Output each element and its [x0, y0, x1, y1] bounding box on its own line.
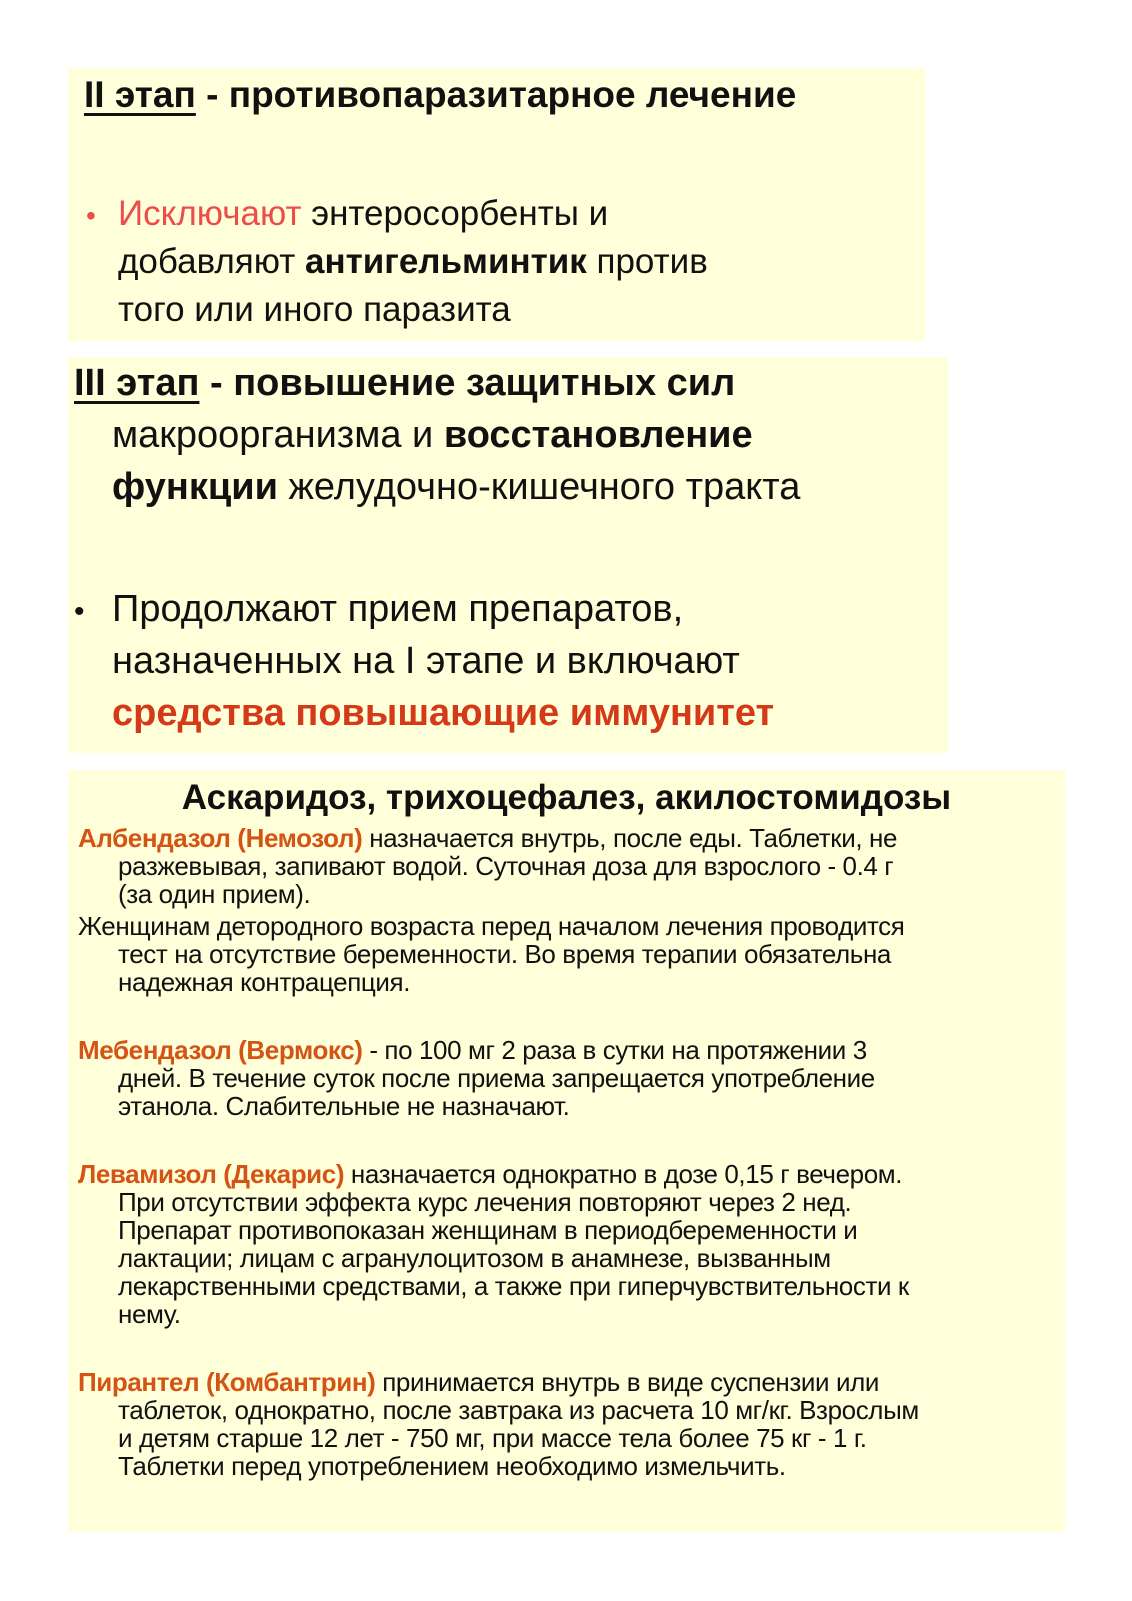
stage2-label: II этап: [84, 74, 196, 115]
stage2-title: - противопаразитарное лечение: [195, 74, 797, 115]
mebendazole-paragraph: [78, 1036, 1053, 1120]
drugs-panel: [68, 770, 1065, 1532]
stage3-bullet-line2: назначенных на I этапе и включают: [112, 640, 740, 682]
levamisole-name: Левамизол (Декарис): [78, 1159, 345, 1189]
levamisole-line3: Препарат противопоказан женщинам в периодбеременности и: [118, 1215, 858, 1245]
levamisole-line2: При отсутствии эффекта курс лечения повторяют через 2 нед.: [118, 1187, 852, 1217]
stage2-anthelmintic: антигельминтик: [305, 242, 587, 281]
albendazole-line3: (за один прием).: [118, 879, 311, 909]
pyrantel-line1: принимается внутрь в виде суспензии или: [375, 1367, 879, 1397]
pyrantel-line2: таблеток, однократно, после завтрака из расчета 10 мг/кг. Взрослым: [118, 1395, 919, 1425]
women-note-line1: Женщинам детородного возраста перед началом лечения проводится: [78, 911, 905, 941]
stage2-bullet-line2-pre: добавляют: [118, 242, 305, 281]
levamisole-line5: лекарственными средствами, а также при гиперчувствительности к: [118, 1271, 909, 1301]
mebendazole-line1: - по 100 мг 2 раза в сутки на протяжении 3: [362, 1035, 867, 1065]
pyrantel-paragraph: [78, 1368, 1053, 1480]
drugs-section-title: Аскаридоз, трихоцефалез, акилостомидозы: [181, 778, 952, 817]
pyrantel-line3: и детям старше 12 лет - 750 мг, при массе тела более 75 кг - 1 г.: [118, 1423, 867, 1453]
stage3-bullet-text: [112, 583, 774, 739]
stage3-label: III этап: [74, 362, 200, 404]
women-note-line2: тест на отсутствие беременности. Во время терапии обязательна: [118, 939, 891, 969]
albendazole-paragraph: [78, 824, 1053, 908]
stage2-bullet-text: [118, 190, 708, 334]
levamisole-paragraph: [78, 1160, 1053, 1328]
women-note-paragraph: [78, 912, 1053, 996]
stage3-line2-pre: макроорганизма и: [112, 414, 444, 456]
stage2-panel: [68, 68, 925, 341]
stage2-exclude-word: Исключают: [118, 194, 302, 233]
levamisole-line6: нему.: [118, 1299, 181, 1329]
stage2-bullet-line2-rest: против: [586, 242, 708, 281]
albendazole-name: Албендазол (Немозол): [78, 823, 363, 853]
stage3-bullet-line1: Продолжают прием препаратов,: [112, 588, 684, 630]
stage3-line2-bold: восстановление: [443, 414, 753, 456]
levamisole-line1: назначается однократно в дозе 0,15 г вечером.: [344, 1159, 903, 1189]
stage3-title: - повышение защитных сил: [199, 362, 736, 404]
stage3-heading-cont: [112, 409, 800, 513]
stage2-bullet-line1: энтеросорбенты и: [301, 194, 609, 233]
levamisole-line4: лактации; лицам с агранулоцитозом в анамнезе, вызванным: [118, 1243, 831, 1273]
mebendazole-line2: дней. В течение суток после приема запрещается употребление: [118, 1063, 875, 1093]
stage3-heading: [74, 357, 735, 409]
mebendazole-line3: этанола. Слабительные не назначают.: [118, 1091, 570, 1121]
stage3-line3-rest: желудочно-кишечного тракта: [277, 466, 801, 508]
stage2-bullet-line3: того или иного паразита: [118, 290, 511, 329]
pyrantel-line4: Таблетки перед употреблением необходимо измельчить.: [118, 1451, 786, 1481]
women-note-line3: надежная контрацепция.: [118, 967, 411, 997]
stage2-heading: [84, 74, 796, 116]
albendazole-line2: разжевывая, запивают водой. Суточная доза для взрослого - 0.4 г: [118, 851, 894, 881]
albendazole-line1: назначается внутрь, после еды. Таблетки, не: [362, 823, 898, 853]
pyrantel-name: Пирантел (Комбантрин): [78, 1367, 376, 1397]
stage2-bullet-icon: •: [86, 200, 96, 231]
stage3-line3-bold: функции: [112, 466, 278, 508]
stage3-immunity-means: средства повышающие иммунитет: [112, 692, 775, 734]
stage3-bullet-icon: •: [74, 595, 85, 628]
mebendazole-name: Мебендазол (Вермокс): [78, 1035, 363, 1065]
stage3-panel: [68, 357, 948, 753]
